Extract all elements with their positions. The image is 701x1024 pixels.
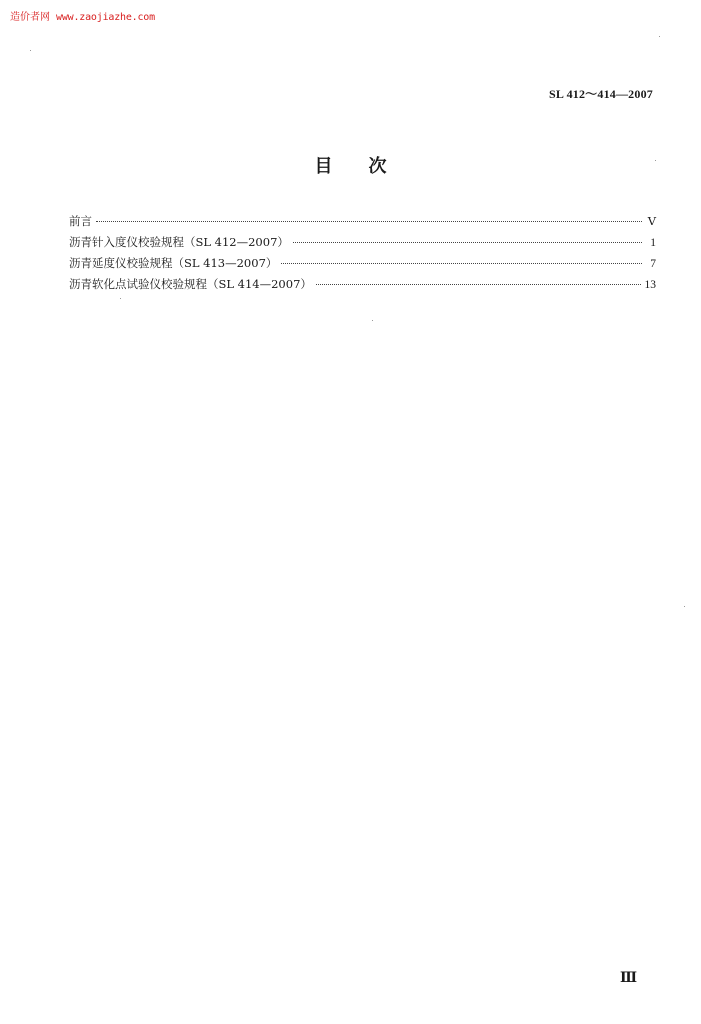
toc-entry-sl412[interactable]	[69, 234, 656, 255]
toc-entry-title: 沥青延度仪校验规程（SL 413—2007）	[69, 256, 278, 270]
watermark-site-name: 造价者网	[10, 12, 50, 23]
scan-speck	[684, 606, 685, 607]
dot-leader	[293, 242, 642, 243]
toc-entry-title: 沥青针入度仪校验规程（SL 412—2007）	[69, 235, 289, 249]
watermark	[10, 8, 155, 23]
dot-leader	[96, 221, 642, 222]
toc-entry-page: 13	[644, 279, 656, 291]
toc-entry-preface[interactable]	[69, 213, 656, 234]
dot-leader	[281, 263, 642, 264]
scan-speck	[659, 36, 660, 37]
scan-speck	[372, 320, 373, 321]
scan-speck	[30, 50, 31, 51]
toc-entry-page: 1	[650, 237, 656, 249]
watermark-url[interactable]: www.zaojiazhe.com	[56, 12, 155, 23]
dot-leader	[316, 284, 641, 285]
toc-entry-title: 前言	[69, 214, 92, 228]
scan-speck	[120, 298, 121, 299]
toc-entry-sl413[interactable]	[69, 255, 656, 276]
standard-code: SL 412～414—2007	[548, 87, 653, 101]
toc-entry-title: 沥青软化点试验仪校验规程（SL 414—2007）	[69, 277, 312, 291]
table-of-contents	[69, 213, 656, 297]
toc-entry-page: Ⅴ	[647, 216, 656, 228]
page-number: Ⅲ	[619, 971, 637, 986]
scan-speck	[655, 160, 656, 161]
toc-entry-sl414[interactable]	[69, 276, 656, 297]
toc-title: 目次	[314, 156, 423, 177]
toc-entry-page: 7	[650, 258, 656, 270]
